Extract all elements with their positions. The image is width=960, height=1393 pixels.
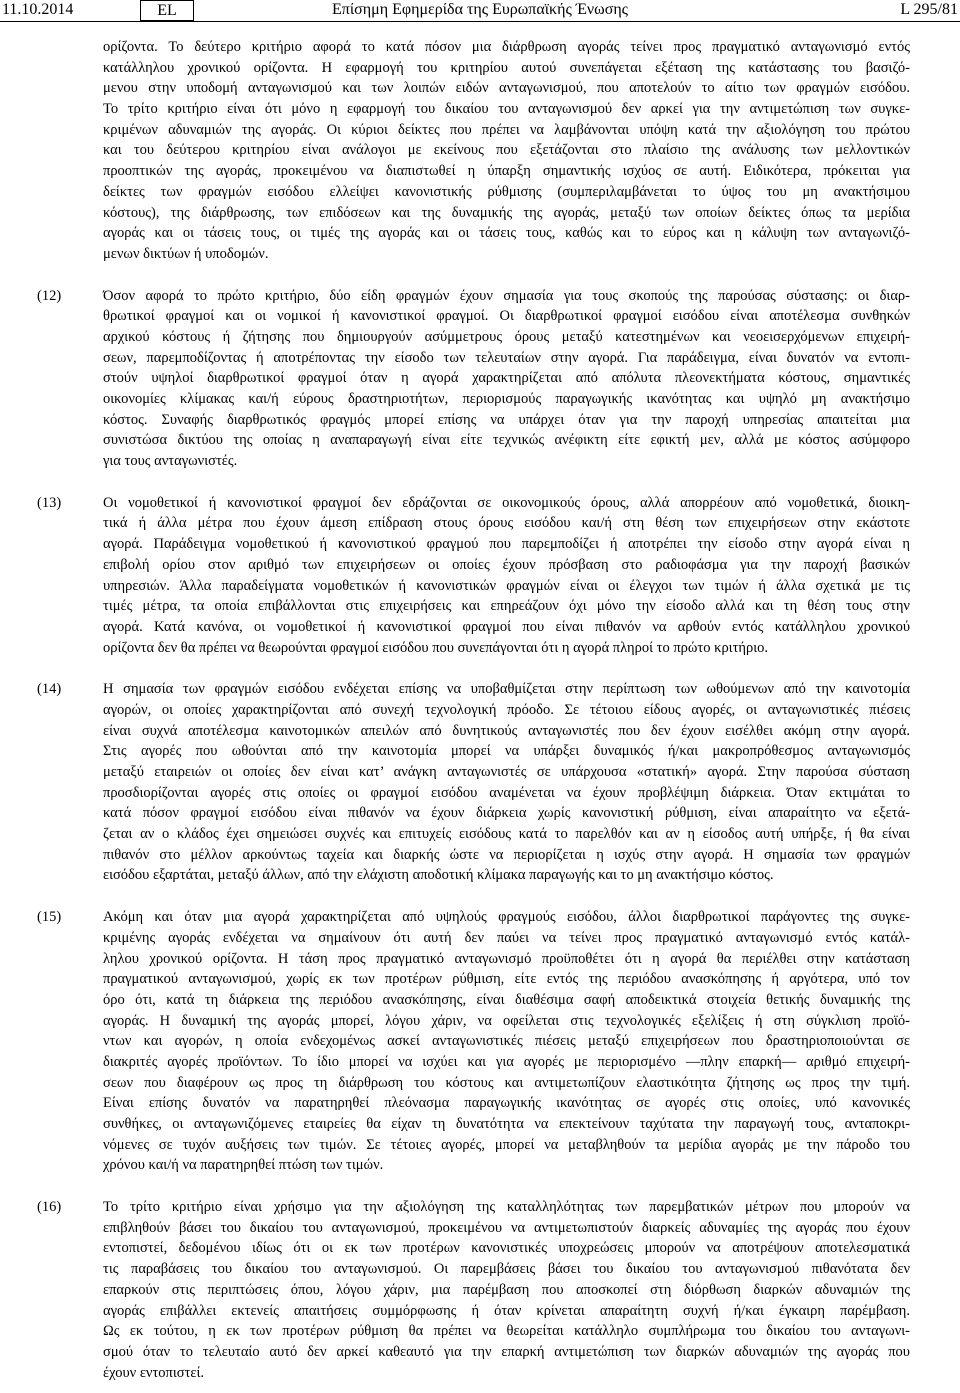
text-line: εντοπιστεί, δεδομένου ιδίως ότι οι εκ των προτέρων κανονιστικές υποχρεώσεις μπορούν να αποτρέψουν αποτελεσματικά <box>103 1240 910 1257</box>
text-line: κριμένων αδυναμιών της αγοράς. Οι κύριοι δείκτες που πρέπει να λαμβάνονται υπόψη κατά την αξιολόγηση του πρώτου <box>103 121 910 138</box>
recital-number: (12) <box>37 287 62 304</box>
text-line: σεων που διαφέρουν ως προς τη διάρθρωση του κόστους και αντιμετωπίζουν ελαστικότητα ζήτησης ως προς την τιμή. <box>103 1074 910 1091</box>
issue-page-reference: L 295/81 <box>900 1 958 18</box>
text-line: νόμενες σε τυχόν αυξήσεις των τιμών. Σε τέτοιες αγορές, μπορεί να μεταβληθούν τα μερίδια αγοράς με την πάροδο του <box>103 1136 910 1153</box>
recital-15 <box>0 907 960 1176</box>
text-line: αγορά. Παράδειγμα νομοθετικού ή κανονιστικού φραγμού που παρεμποδίζει ή αποτρέπει την είσοδο στην αγορά είναι η <box>103 536 910 553</box>
text-line: όρο ότι, κατά τη διάρκεια της περιόδου ανασκόπησης, είναι διαθέσιμα σαφή αποδεικτικά στοιχεία θετικής δυναμικής της <box>103 991 910 1008</box>
recital-number: (16) <box>37 1199 62 1216</box>
text-line: επιβληθούν βάσει του δικαίου του ανταγωνισμού, προκειμένου να αντιμετωπιστούν διαρκείς αδυναμίες της αγοράς που έχουν <box>103 1219 910 1236</box>
recital-number: (14) <box>37 681 62 698</box>
text-line: προοπτικών της αγοράς, προκειμένου να διαπιστωθεί η ύπαρξη σημαντικής ισχύος σε αυτή. Ειδικότερα, πρόκειται για <box>103 163 910 180</box>
text-line: τις παραβάσεις του δικαίου του ανταγωνισμού. Οι παρεμβάσεις βάσει του δικαίου του ανταγωνισμού πιθανότατα δεν <box>103 1261 910 1278</box>
text-line: μενων δικτύων ή υποδομών. <box>103 245 269 262</box>
paragraph-text <box>103 286 910 472</box>
text-line: οικονομίες κλίμακας και/ή εύρους δραστηριοτήτων, περιορισμούς παραγωγικής ικανότητας και υψηλό μη ανακτήσιμο <box>103 391 910 407</box>
text-line: κριμένης αγοράς ενδέχεται να σημαίνουν ότι αυτή δεν παύει να τείνει προς πραγματικό ανταγωνισμό εντός κατάλ- <box>103 929 910 946</box>
paragraph-text <box>103 1197 910 1383</box>
page-header <box>0 0 960 22</box>
text-line: τιμές μέτρα, τα οποία επιβάλλονται στις επιχειρήσεις και επηρεάζουν όχι μόνο την είσοδο αλλά και τη θέση τους στην <box>103 598 910 615</box>
text-line: κατά πόσον φραγμοί εισόδου είναι πιθανόν να έχουν διάρκεια χωρίς κανονιστική ρύθμιση, είναι απαραίτητο να εξετά- <box>103 805 910 822</box>
text-line: δείκτες των φραγμών εισόδου ελλείψει κανονιστικής ρύθμισης (συμπεριλαμβάνεται το ύψος του μη ανακτήσιμου <box>103 183 910 200</box>
text-line: ορίζοντα δεν θα πρέπει να θεωρούνται φραγμοί εισόδου που συνεπάγονται ότι η αγορά πληροί το πρώτο κριτήριο. <box>103 639 768 656</box>
text-line: είναι συχνά αποτέλεσμα καινοτομικών απειλών από δυνητικούς ανταγωνιστές που δεν έχουν εισέλθει ακόμη στην αγορά. <box>103 722 910 739</box>
text-line: μεταξύ εταιρειών οι οποίες δεν είναι κατ’ ανάγκη ανταγωνιστές σε υπάρχουσα «στατική» αγορά. Στην παρούσα σύσταση <box>103 764 910 780</box>
recital-13 <box>0 493 960 659</box>
document-body <box>0 37 960 1383</box>
text-line: Στις αγορές που ωθούνται από την καινοτομία μπορεί να υπάρξει δυναμικός ή/και μακροπρόθεσμος ανταγωνισμός <box>103 743 910 760</box>
text-line: ντων και αγορών, η οποία ενδεχομένως ασκεί ανταγωνιστικές πιέσεις μεταξύ επιχειρήσεων που δραστηριοποιούνται σε <box>103 1033 910 1050</box>
text-line: αγοράς. Η δυναμική της αγοράς μπορεί, λόγου χάριν, να οφείλεται στις τεχνολογικές εξελίξεις ή στη σύγκλιση προϊό- <box>103 1012 910 1029</box>
recital-14 <box>0 679 960 886</box>
text-line: Το τρίτο κριτήριο είναι ότι μόνο η εφαρμογή του δικαίου του ανταγωνισμού δεν αρκεί για την αντιμετώπιση των συγκε- <box>103 101 910 118</box>
text-line: τικά ή άλλα μέτρα που έχουν άμεση επίδραση στους όρους εισόδου και/ή στη θέση των επιχειρήσεων στην εκάστοτε <box>103 515 910 532</box>
text-line: στούν υψηλοί διαρθρωτικοί φραγμοί όταν η αγορά χαρακτηρίζεται από απόλυτα πλεονεκτήματα κόστους, σημαντικές <box>103 370 910 387</box>
text-line: θρωτικοί φραγμοί και οι νομικοί ή κανονιστικοί φραγμοί. Οι διαρθρωτικοί φραγμοί εισόδου είναι αποτέλεσμα συνθηκών <box>103 308 910 325</box>
text-line: αρχικού κόστους ή ζήτησης που δημιουργούν ασύμμετρους όρους μεταξύ κατεστημένων και νεοεισερχόμενων επιχειρή- <box>103 328 910 345</box>
text-line: Ακόμη και όταν μια αγορά χαρακτηρίζεται από υψηλούς φραγμούς εισόδου, άλλοι διαρθρωτικοί παράγοντες της συγκε- <box>103 909 910 926</box>
text-line: σεων, παρεμποδίζοντας ή αποτρέποντας την είσοδο των τελευταίων στην αγορά. Για παράδειγμα, είναι δυνατόν να εντοπι- <box>103 349 910 366</box>
text-line: μενου στην υποδομή ανταγωνισμού και των λοιπών ειδών ανταγωνισμού, που αποτελούν το αίτιο των φραγμών εισόδου. <box>103 80 910 97</box>
text-line: υπηρεσιών. Άλλα παραδείγματα νομοθετικών ή κανονιστικών φραγμών είναι οι έλεγχοι των τιμών ή άλλα σχετικά με τις <box>103 577 910 594</box>
text-line: Οι νομοθετικοί ή κανονιστικοί φραγμοί δεν εδράζονται σε οικονομικούς όρους, αλλά απορρέουν από νομοθετικά, διοικη- <box>103 494 910 511</box>
recital-16 <box>0 1197 960 1383</box>
paragraph-text <box>103 907 910 1176</box>
text-line: ληλου χρονικού ορίζοντα. Η τάση προς πραγματικό ανταγωνισμό προϋποθέτει ότι η αγορά θα περιέλθει στην κατάσταση <box>103 950 910 967</box>
text-line: αγορών, οι οποίες χαρακτηρίζονται από συνεχή τεχνολογική πρόοδο. Σε τέτοιου είδους αγορές, οι ανταγωνιστικές πιέσεις <box>103 701 910 718</box>
text-line: πραγματικού ανταγωνισμού, χωρίς εκ των προτέρων ρύθμιση, είτε εντός της περιόδου ανασκόπησης ή αργότερα, υπό τον <box>103 971 910 988</box>
text-line: Ως εκ τούτου, η εκ των προτέρων ρύθμιση θα πρέπει να θεωρείται κατάλληλο συμπλήρωμα του δικαίου του ανταγωνι- <box>103 1323 910 1340</box>
text-line: ζεται αν ο κλάδος έχει σημειώσει συχνές και επιτυχείς εισόδους κατά το παρελθόν και αν η είσοδος αυτή υπήρξε, ή θα είναι <box>103 826 910 843</box>
text-line: κόστος. Συναφής διαρθρωτικός φραγμός μπορεί επίσης να υπάρχει όταν για την παροχή υπηρεσίας απαιτείται μια <box>103 411 910 428</box>
text-line: για τους ανταγωνιστές. <box>103 453 238 470</box>
text-line: σμού όταν το τελευταίο αυτό δεν αρκεί καθεαυτό για την επαρκή αντιμετώπιση των διαρκών αδυναμιών της αγοράς που <box>103 1343 910 1360</box>
text-line: και του δεύτερου κριτηρίου είναι ανάλογοι με εκείνους που εξετάζονται στο πλαίσιο της ανάλυσης των μελλοντικών <box>103 142 910 159</box>
text-line: Η σημασία των φραγμών εισόδου ενδέχεται επίσης να υποβαθμίζεται στην περίπτωση των ωθούμενων από την καινοτομία <box>103 681 910 698</box>
text-line: συνθήκες, οι ανταγωνιζόμενες εταιρείες θα είχαν τη δυνατότητα να επεκτείνουν ταχύτατα την παραγωγή τους, ανταποκρι- <box>103 1116 910 1132</box>
text-line: χρόνου και/ή να παρατηρηθεί πτώση των τιμών. <box>103 1157 384 1174</box>
text-line: έχουν εντοπιστεί. <box>103 1364 205 1381</box>
text-line: διακριτές αγορές προϊόντων. Το ίδιο μπορεί να ισχύει και για αγορές με περιορισμένο —πλην επαρκή— αριθμό επιχειρή- <box>103 1053 910 1070</box>
text-line: προσδιορίζονται αγορές στις οποίες οι φραγμοί εισόδου αναμένεται να έχουν προβλέψιμη διάρκεια. Όταν εκτιμάται το <box>103 784 910 801</box>
recital-number: (15) <box>37 909 62 926</box>
text-line: συνιστώσα δικτύου της οποίας η αναπαραγωγή είναι είτε τεχνικώς ανέφικτη είτε εφικτή μεν, αλλά με κόστος ασύμφορο <box>103 432 910 449</box>
language-code-box: EL <box>140 0 194 21</box>
text-line: κόστους), της διάρθρωσης, των επιδόσεων και της δυναμικής της αγοράς, μεταξύ των οποίων δείκτες όπως τα μερίδια <box>103 204 910 221</box>
publication-date: 11.10.2014 <box>2 1 74 18</box>
paragraph-text <box>103 493 910 659</box>
recital-continuation <box>0 37 960 265</box>
text-line: επαρκούν στις περιπτώσεις όπου, λόγου χάριν, μια παρέμβαση που αποσκοπεί στη διόρθωση διαρκών αδυναμιών της <box>103 1281 910 1298</box>
paragraph-text <box>103 679 910 886</box>
recital-number: (13) <box>37 494 62 511</box>
text-line: Το τρίτο κριτήριο είναι χρήσιμο για την αξιολόγηση της καταλληλότητας των παρεμβατικών μέτρων που μπορούν να <box>103 1199 910 1216</box>
text-line: ορίζοντα. Το δεύτερο κριτήριο αφορά το κατά πόσον μια διάρθρωση αγοράς τείνει προς πραγματικό ανταγωνισμό εντός <box>103 39 910 55</box>
text-line: πιθανόν στο μέλλον αρκούντως ταχεία και διαρκής ώστε να περιορίζεται η ισχύς στην αγορά. Η σημασία των φραγμών <box>103 846 910 863</box>
text-line: αγορά. Κατά κανόνα, οι νομοθετικοί ή κανονιστικοί φραγμοί που είναι πιθανόν να αρθούν εντός κατάλληλου χρονικού <box>103 618 910 635</box>
text-line: αγοράς και οι τάσεις τους, οι τιμές της αγοράς και οι τάσεις τους, καθώς και το εύρος και η κάλυψη των ανταγωνιζό- <box>103 225 910 242</box>
text-line: Είναι επίσης δυνατόν να παρατηρηθεί πλεόνασμα παραγωγικής ικανότητας σε αγορές στις οποίες, υπό κανονικές <box>103 1095 910 1112</box>
text-line: εισόδου εξαρτάται, μεταξύ άλλων, από την ελάχιστη αποδοτική κλίμακα παραγωγής και το μη ανακτήσιμο κόστος. <box>103 867 774 884</box>
text-line: αγοράς επιβάλλει εκτενείς απαιτήσεις συμμόρφωσης ή όταν κρίνεται απαραίτητη συχνή ή/και έγκαιρη παρέμβαση. <box>103 1302 910 1319</box>
journal-title: Επίσημη Εφημερίδα της Ευρωπαϊκής Ένωσης <box>331 1 629 18</box>
text-line: επιβολή ορίου στον αριθμό των επιχειρήσεων οι οποίες έχουν πρόσβαση στο ραδιοφάσμα για την παροχή βασικών <box>103 556 910 573</box>
paragraph-text <box>103 37 910 265</box>
recital-12 <box>0 286 960 472</box>
text-line: κατάλληλου χρονικού ορίζοντα. Η εφαρμογή του κριτηρίου αυτού συνεπάγεται εξέταση της κατάστασης του βασιζό- <box>103 59 910 76</box>
text-line: Όσον αφορά το πρώτο κριτήριο, δύο είδη φραγμών έχουν σημασία για τους σκοπούς της παρούσας σύστασης: οι διαρ- <box>103 287 910 304</box>
